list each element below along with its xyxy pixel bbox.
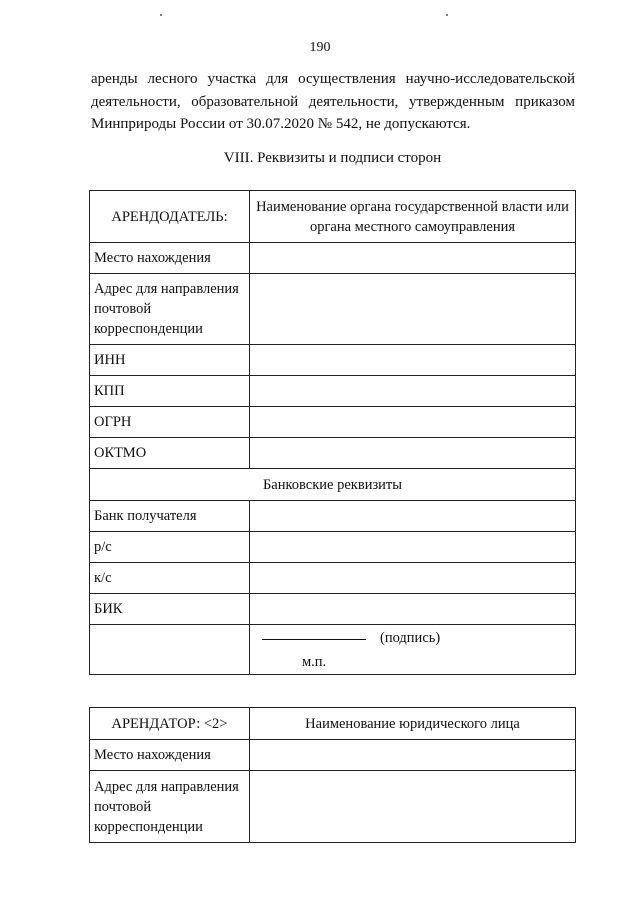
row-label: Адрес для направления почтовой корреспонденции [90,771,250,843]
table-row [90,532,576,563]
section-title: VIII. Реквизиты и подписи сторон [223,150,442,166]
row-label: Банк получателя [90,501,250,532]
table-row [90,345,576,376]
lessor-header-name: Наименование органа государственной власти или органа местного самоуправления [250,191,576,243]
row-value-cell [250,501,576,532]
lessor-header-label: АРЕНДОДАТЕЛЬ: [90,191,250,243]
table-row [90,191,576,243]
row-label: ИНН [90,345,250,376]
row-value-cell [250,345,576,376]
row-label: к/с [90,563,250,594]
table-row [90,438,576,469]
table-row [90,594,576,625]
tenant-header-label: АРЕНДАТОР: <2> [90,708,250,740]
lessor-requisites-table [89,190,576,675]
intro-line: деятельности, образовательной деятельности, утвержденным приказом [91,93,575,110]
row-value-cell [250,594,576,625]
tenant-requisites-table [89,707,576,843]
signature-row [90,625,576,675]
row-label: р/с [90,532,250,563]
page-number: 190 [309,40,331,55]
row-label: Место нахождения [90,243,250,274]
row-label: БИК [90,594,250,625]
row-value-cell [250,243,576,274]
row-label: Место нахождения [90,740,250,771]
row-value-cell [250,740,576,771]
row-value-cell [250,438,576,469]
signature-label: (подпись) [380,629,441,646]
row-label: Адрес для направления почтовой корреспонденции [90,274,250,345]
table-row [90,708,576,740]
table-row [90,563,576,594]
row-label: ОГРН [90,407,250,438]
intro-line: Минприроды России от 30.07.2020 № 542, не допускаются. [91,116,471,132]
signature-empty-cell [90,625,250,675]
bank-details-header: Банковские реквизиты [90,469,576,501]
intro-line: аренды лесного участка для осуществления научно-исследовательской [91,71,575,87]
table-row [90,740,576,771]
stamp-label: м.п. [302,653,327,670]
row-value-cell [250,407,576,438]
intro-paragraph [91,68,575,136]
signature-line [262,639,366,640]
table-row [90,407,576,438]
table-row [90,469,576,501]
row-value-cell [250,274,576,345]
table-row [90,274,576,345]
row-label: ОКТМО [90,438,250,469]
signature-cell [250,625,576,675]
table-row [90,771,576,843]
table-row [90,243,576,274]
row-label: КПП [90,376,250,407]
table-row [90,376,576,407]
row-value-cell [250,376,576,407]
scan-dot-right [446,14,448,16]
row-value-cell [250,532,576,563]
tenant-header-name: Наименование юридического лица [250,708,576,740]
table-row [90,501,576,532]
scan-dot-left [160,14,162,16]
row-value-cell [250,563,576,594]
row-value-cell [250,771,576,843]
